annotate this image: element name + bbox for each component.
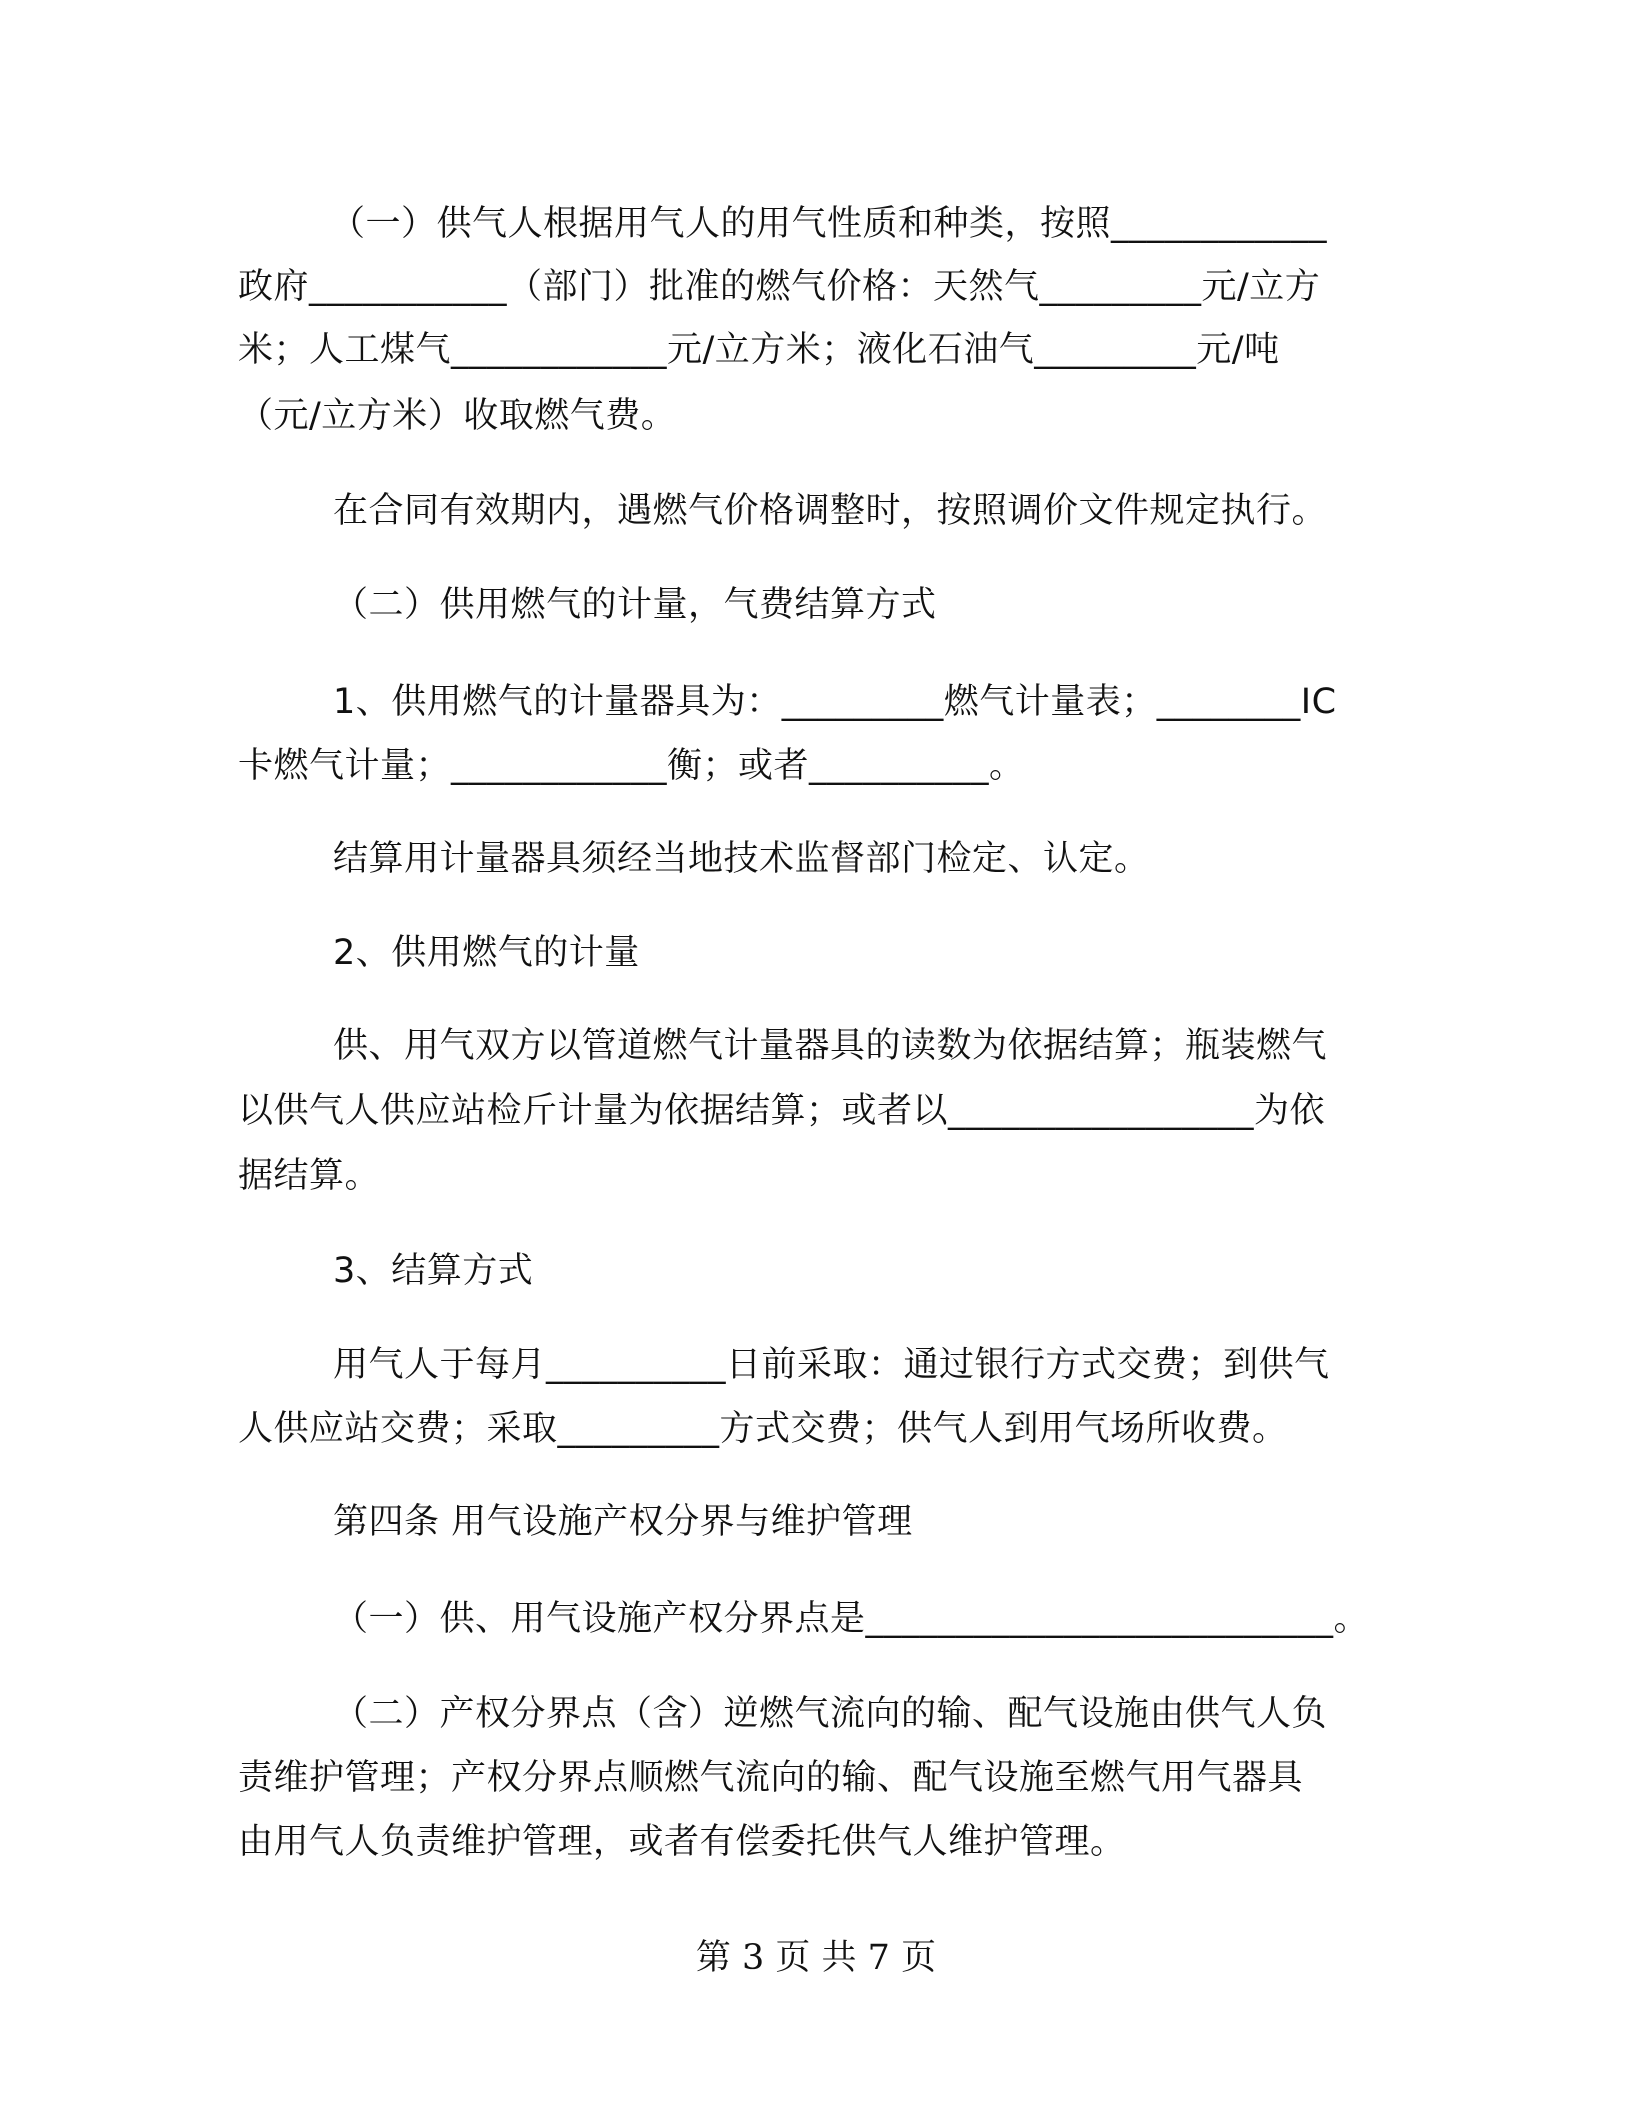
paragraph-line: （一）供、用气设施产权分界点是__________________________。	[333, 1599, 1370, 1639]
paragraph-line: 卡燃气计量；____________衡；或者__________。	[238, 746, 1025, 786]
paragraph-line: 1、供用燃气的计量器具为：_________燃气计量表；________IC	[333, 682, 1337, 722]
paragraph-line: （元/立方米）收取燃气费。	[238, 396, 677, 436]
section-heading: （二）供用燃气的计量，气费结算方式	[333, 585, 937, 625]
paragraph-line: （二）产权分界点（含）逆燃气流向的输、配气设施由供气人负	[333, 1694, 1328, 1734]
paragraph-line: 据结算。	[238, 1156, 381, 1196]
paragraph-line: 人供应站交费；采取_________方式交费；供气人到用气场所收费。	[238, 1409, 1288, 1449]
paragraph-line: （一）供气人根据用气人的用气性质和种类，按照____________	[330, 204, 1328, 244]
paragraph-line: 米；人工煤气____________元/立方米；液化石油气_________元/吨	[238, 330, 1280, 370]
page-number-footer: 第 3 页 共 7 页	[695, 1938, 937, 1978]
paragraph-line: 结算用计量器具须经当地技术监督部门检定、认定。	[333, 839, 1150, 879]
section-heading: 3、结算方式	[333, 1251, 534, 1291]
paragraph-line: 政府___________（部门）批准的燃气价格：天然气_________元/立方	[238, 267, 1321, 307]
section-heading: 2、供用燃气的计量	[333, 933, 640, 973]
paragraph-line: 在合同有效期内，遇燃气价格调整时，按照调价文件规定执行。	[333, 491, 1328, 531]
paragraph-line: 以供气人供应站检斤计量为依据结算；或者以_________________为依	[238, 1091, 1326, 1131]
paragraph-line: 用气人于每月__________日前采取：通过银行方式交费；到供气	[333, 1345, 1330, 1385]
article-heading: 第四条 用气设施产权分界与维护管理	[333, 1502, 913, 1542]
paragraph-line: 由用气人负责维护管理，或者有偿委托供气人维护管理。	[238, 1822, 1126, 1862]
paragraph-line: 供、用气双方以管道燃气计量器具的读数为依据结算；瓶装燃气	[333, 1026, 1328, 1066]
paragraph-line: 责维护管理；产权分界点顺燃气流向的输、配气设施至燃气用气器具	[238, 1758, 1304, 1798]
